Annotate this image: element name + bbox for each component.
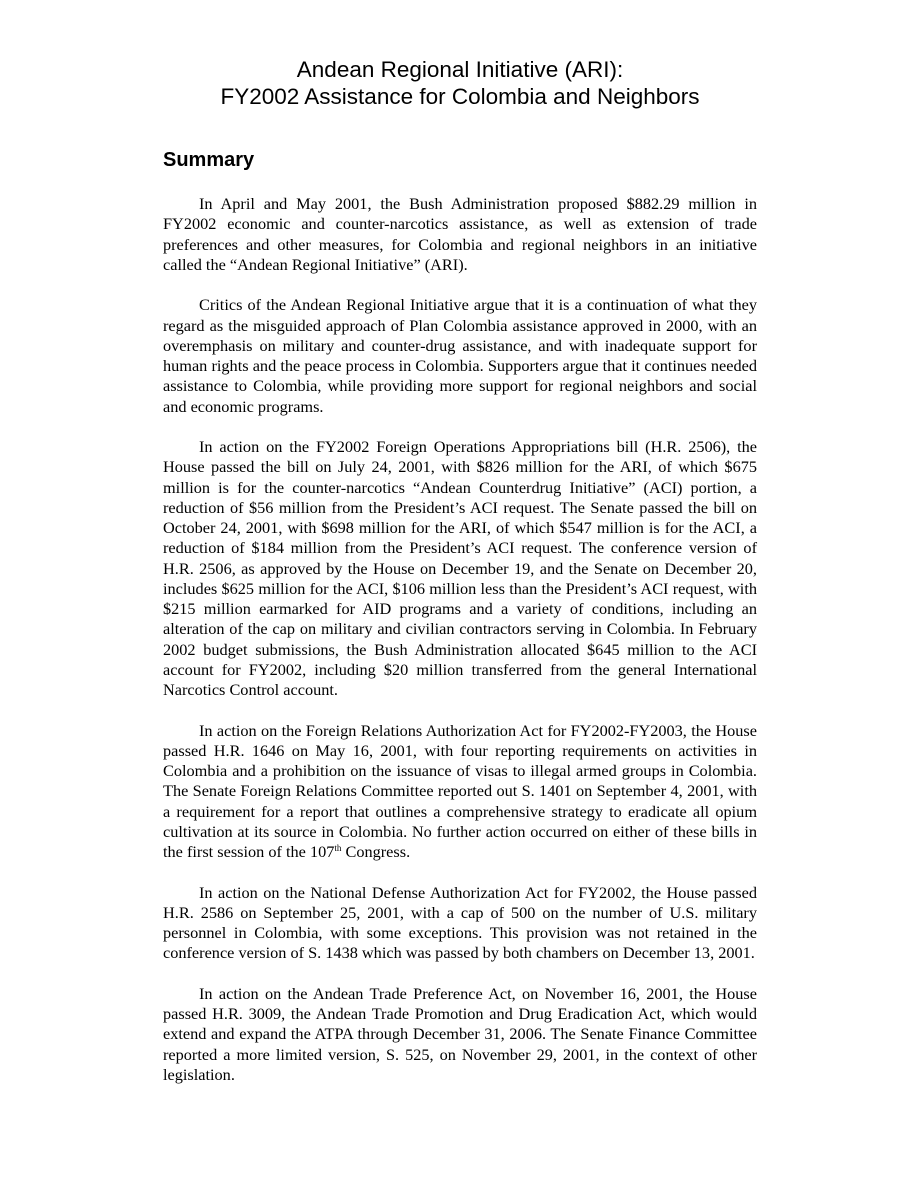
summary-body (163, 194, 757, 1105)
paragraph-foreign-relations-tail: Congress. (341, 842, 411, 861)
title-line-2: FY2002 Assistance for Colombia and Neighbors (220, 84, 700, 109)
paragraph-foreign-operations: In action on the FY2002 Foreign Operations Appropriations bill (H.R. 2506), the House passed the bill on July 24, 2001, with $826 million for the ARI, of which $675 million is for the counter-narcotics “Andean Counterdrug Initiative” (ACI) portion, a reduction of $56 million from the President’s ACI request. The Senate passed the bill on October 24, 2001, with $698 million for the ARI, of which $547 million is for the ACI, a reduction of $184 million from the President’s ACI request. The conference version of H.R. 2506, as approved by the House on December 19, and the Senate on December 20, includes $625 million for the ACI, $106 million less than the President’s ACI request, with $215 million earmarked for AID programs and a variety of conditions, including an alteration of the cap on military and civilian contractors serving in Colombia. In February 2002 budget submissions, the Bush Administration allocated $645 million to the ACI account for FY2002, including $20 million transferred from the general International Narcotics Control account. (163, 437, 757, 699)
paragraph-ari-proposal: In April and May 2001, the Bush Administration proposed $882.29 million in FY2002 economic and counter-narcotics assistance, as well as extension of trade preferences and other measures, for Colombia and regional neighbors in an initiative called the “Andean Regional Initiative” (ARI). (163, 194, 757, 274)
paragraph-foreign-relations (163, 721, 757, 863)
title-line-1: Andean Regional Initiative (ARI): (296, 57, 624, 82)
document-title (0, 56, 920, 110)
paragraph-critics-supporters: Critics of the Andean Regional Initiative argue that it is a continuation of what they regard as the misguided approach of Plan Colombia assistance approved in 2000, with an overemphasis on military and counter-drug assistance, and with inadequate support for human rights and the peace process in Colombia. Supporters argue that it continues needed assistance to Colombia, while providing more support for regional neighbors and social and economic programs. (163, 295, 757, 416)
paragraph-foreign-relations-text: In action on the Foreign Relations Authorization Act for FY2002-FY2003, the House passed H.R. 1646 on May 16, 2001, with four reporting requirements on activities in Colombia and a prohibition on the issuance of visas to illegal armed groups in Colombia. The Senate Foreign Relations Committee reported out S. 1401 on September 4, 2001, with a requirement for a report that outlines a comprehensive strategy to eradicate all opium cultivation at its source in Colombia. No further action occurred on either of these bills in the first session of the 107 (163, 720, 757, 861)
paragraph-national-defense: In action on the National Defense Authorization Act for FY2002, the House passed H.R. 2586 on September 25, 2001, with a cap of 500 on the number of U.S. military personnel in Colombia, with some exceptions. This provision was not retained in the conference version of S. 1438 which was passed by both chambers on December 13, 2001. (163, 882, 757, 963)
paragraph-andean-trade: In action on the Andean Trade Preference Act, on November 16, 2001, the House passed H.R. 3009, the Andean Trade Promotion and Drug Eradication Act, which would extend and expand the ATPA through December 31, 2006. The Senate Finance Committee reported a more limited version, S. 525, on November 29, 2001, in the context of other legislation. (163, 983, 757, 1084)
section-heading-summary: Summary (163, 149, 255, 171)
ordinal-suffix: th (334, 843, 342, 853)
